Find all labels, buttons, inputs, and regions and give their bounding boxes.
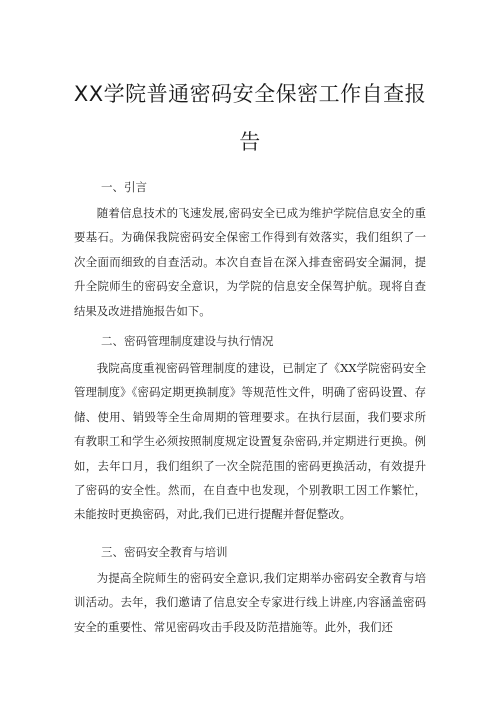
document-title-line-1: XX学院普通密码安全保密工作自查报 [73,82,427,106]
document-title-line-2: 告 [239,130,261,154]
section-heading-password-management: 二、密码管理制度建设与执行情况 [101,334,274,348]
section-heading-education-training: 三、密码安全教育与培训 [101,545,228,559]
section-heading-introduction: 一、引言 [101,180,147,194]
section-paragraph-password-management: 我院高度重视密码管理制度的建设，已制定了《XX学院密码安全管理制度》《密码定期更换制度》等规范性文件，明确了密码设置、存储、使用、销毁等全生命周期的管理要求。在执行层面，我们要求所有教职工和学生必须按照制度规定设置复杂密码,并定期进行更换。例如，去年口月，我们组织了一次全院范围的密码更换活动，有效提升了密码的安全性。然而，在自查中也发现，个别教职工因工作繁忙，未能按时更换密码，对此,我们已进行提醒并督促整改。 [74,361,426,522]
section-paragraph-introduction: 随着信息技术的飞速发展,密码安全已成为维护学院信息安全的重要基石。为确保我院密码安全保密工作得到有效落实，我们组织了一次全面而细致的自查活动。本次自查旨在深入排查密码安全漏洞，提升全院师生的密码安全意识，为学院的信息安全保驾护航。现将自查结果及改进措施报告如下。 [74,206,426,318]
section-paragraph-education-training: 为提高全院师生的密码安全意识,我们定期举办密码安全教育与培训活动。去年，我们邀请了信息安全专家进行线上讲座,内容涵盖密码安全的重要性、常见密码攻击手段及防范措施等。此外，我们还 [74,571,426,634]
